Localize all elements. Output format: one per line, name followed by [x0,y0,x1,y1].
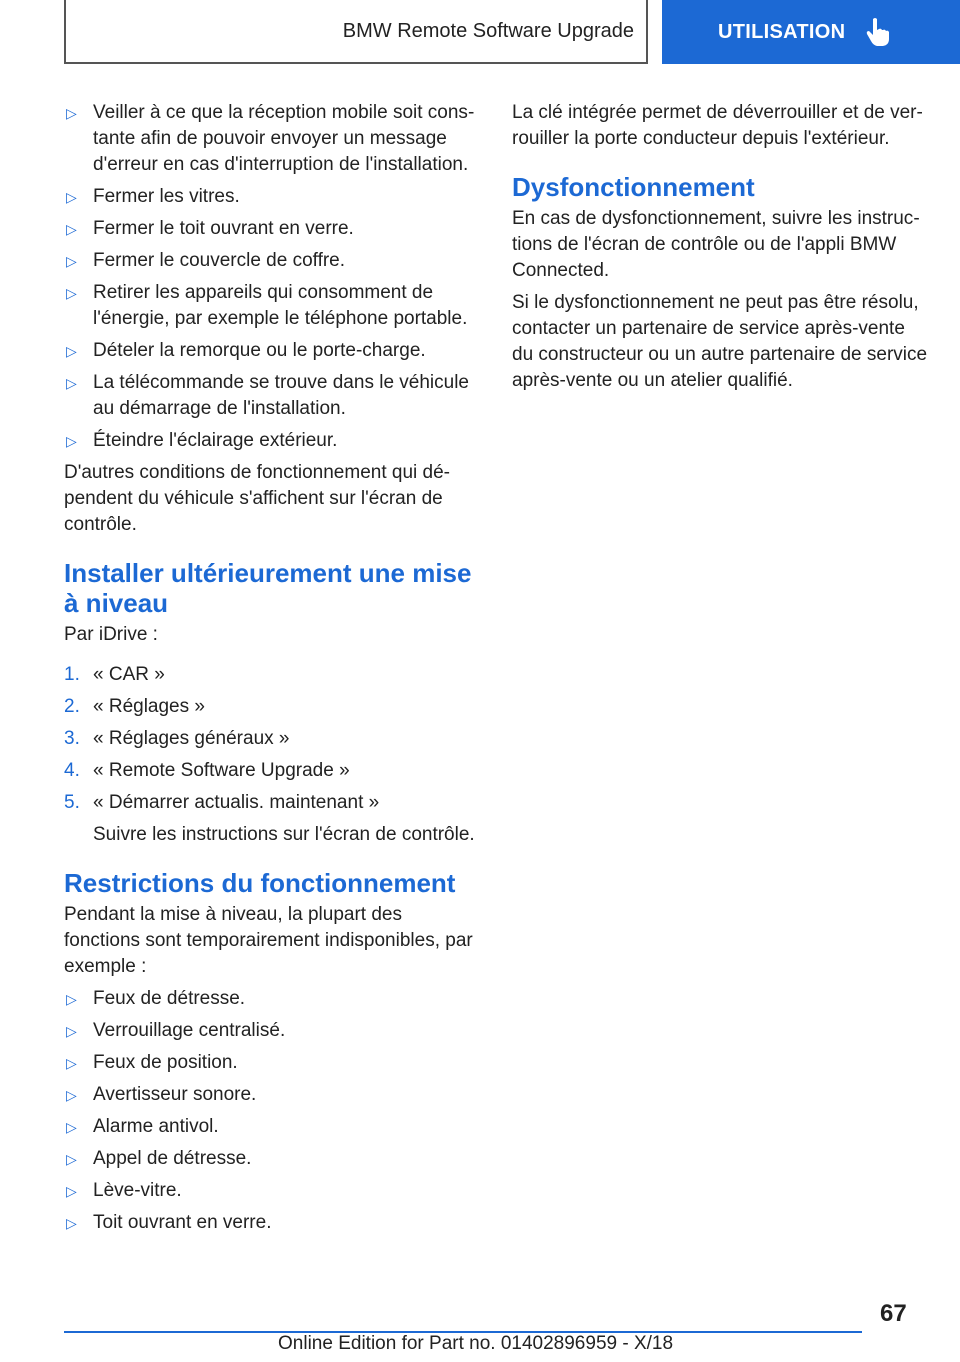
conditions-paragraph: D'autres conditions de fonctionnement qui dépendent du véhicule s'affichent sur l'écran de contrôle. [64,462,450,535]
bullet-triangle-icon: ▷ [66,1183,77,1199]
bullet-triangle-icon: ▷ [66,343,77,359]
list-item [64,184,480,210]
list-item-text: La télécommande se trouve dans le véhicule au démarrage de l'installation. [93,372,470,419]
list-item-text: Feux de position. [93,1052,238,1073]
step-item [64,790,480,816]
bullet-triangle-icon: ▷ [66,1087,77,1103]
list-item [64,1082,480,1108]
step-followup: Suivre les instructions sur l'écran de contrôle. [93,824,475,845]
list-item [64,1050,480,1076]
heading-malfunction: Dysfonctionnement [512,172,755,202]
list-item [64,428,480,454]
list-item-text: Avertisseur sonore. [93,1084,257,1105]
bullet-triangle-icon: ▷ [66,1023,77,1039]
list-item [64,280,480,332]
list-item-text: Toit ouvrant en verre. [93,1212,272,1233]
bullet-triangle-icon: ▷ [66,1119,77,1135]
restrictions-list [64,986,480,1236]
list-item-text: Éteindre l'éclairage extérieur. [93,430,338,451]
list-item-text: Verrouillage centralisé. [93,1020,286,1041]
list-item-text: Fermer le couvercle de coffre. [93,250,346,271]
step-text: « Réglages » [93,696,205,717]
section-title: BMW Remote Software Upgrade [342,19,634,42]
integrated-key-paragraph: La clé intégrée permet de déverrouiller et de verrouiller la porte conducteur depuis l'extérieur. [512,102,923,149]
list-item-text: Fermer le toit ouvrant en verre. [93,218,354,239]
list-item [64,248,480,274]
step-item [64,758,480,784]
bullet-triangle-icon: ▷ [66,105,77,121]
bullet-triangle-icon: ▷ [66,189,77,205]
bullet-triangle-icon: ▷ [66,1055,77,1071]
bullet-triangle-icon: ▷ [66,253,77,269]
list-item-text: Veiller à ce que la réception mobile soit constante afin de pouvoir envoyer un message d'erreur en cas d'interruption de l'installation. [93,102,475,175]
list-item [64,100,480,178]
step-number: 4. [64,760,80,781]
list-item-text: Lève-vitre. [93,1180,182,1201]
list-item [64,216,480,242]
step-text: « CAR » [93,664,165,685]
idrive-steps-list [64,662,480,816]
list-item [64,1114,480,1140]
section-header [64,0,648,64]
list-item [64,1178,480,1204]
list-item [64,1018,480,1044]
bullet-triangle-icon: ▷ [66,375,77,391]
heading-restrictions: Restrictions du fonctionnement [64,868,456,898]
bullet-triangle-icon: ▷ [66,1151,77,1167]
step-number: 1. [64,664,80,685]
chapter-tab [662,0,960,64]
step-number: 2. [64,696,80,717]
restrictions-paragraph: Pendant la mise à niveau, la plupart des fonctions sont temporairement indisponibles, par exemple : [64,904,473,977]
bullet-triangle-icon: ▷ [66,991,77,1007]
bullet-triangle-icon: ▷ [66,1215,77,1231]
list-item-text: Fermer les vitres. [93,186,240,207]
pointing-hand-icon [865,17,891,47]
list-item [64,370,480,422]
page-number: 67 [880,1300,907,1327]
step-item [64,662,480,688]
footer-edition: Online Edition for Part no. 01402896959 - X/18 [278,1333,674,1354]
list-item-text: Dételer la remorque ou le porte-charge. [93,340,426,361]
step-text: « Réglages généraux » [93,728,290,749]
list-item-text: Appel de détresse. [93,1148,252,1169]
malfunction-paragraph-1: En cas de dysfonctionnement, suivre les instructions de l'écran de contrôle ou de l'appli BMW Connected. [512,208,920,281]
heading-install-upgrade: Installer ultérieurement une mise à niveau [64,558,472,618]
step-item [64,726,480,752]
chapter-title: UTILISATION [718,20,846,43]
step-number: 3. [64,728,80,749]
left-column [64,100,480,1242]
list-item-text: Feux de détresse. [93,988,246,1009]
prerequisites-list [64,100,480,454]
step-number: 5. [64,792,80,813]
idrive-intro: Par iDrive : [64,624,158,645]
malfunction-paragraph-2: Si le dysfonctionnement ne peut pas être résolu, contacter un partenaire de service après-vente du constructeur ou un autre partenaire de service après-vente ou un atelier qualifié. [512,292,928,391]
list-item [64,1146,480,1172]
bullet-triangle-icon: ▷ [66,433,77,449]
step-text: « Démarrer actualis. maintenant » [93,792,380,813]
list-item-text: Alarme antivol. [93,1116,219,1137]
bullet-triangle-icon: ▷ [66,285,77,301]
list-item-text: Retirer les appareils qui consomment de l'énergie, par exemple le téléphone portable. [93,282,468,329]
step-item [64,694,480,720]
bullet-triangle-icon: ▷ [66,221,77,237]
list-item [64,1210,480,1236]
list-item [64,986,480,1012]
right-column [512,100,928,400]
list-item [64,338,480,364]
step-text: « Remote Software Upgrade » [93,760,350,781]
